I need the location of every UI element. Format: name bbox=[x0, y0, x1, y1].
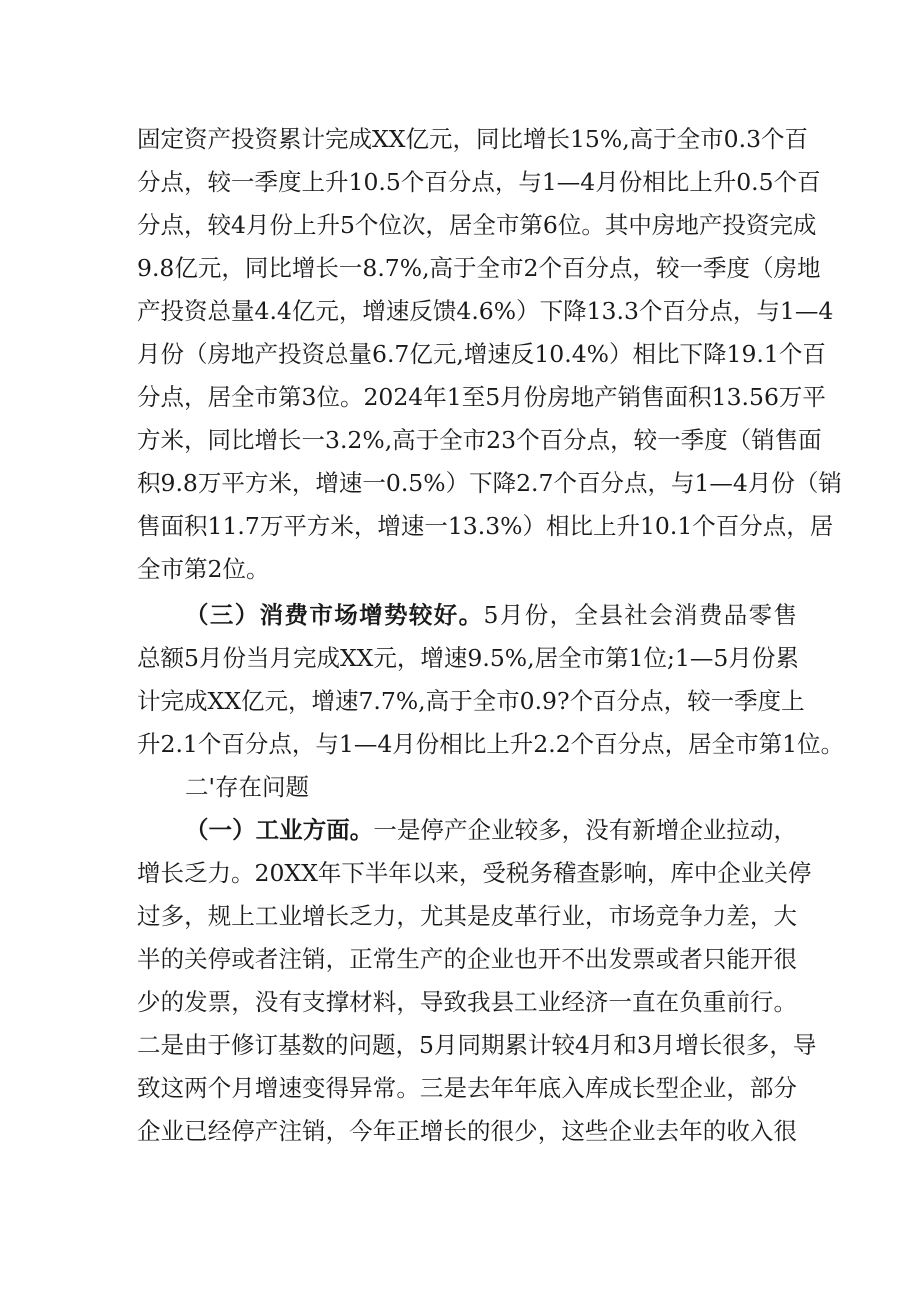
body-text-line: 升2.1个百分点，与1—4月份相比上升2.2个百分点，居全市第1位。 bbox=[137, 730, 845, 758]
body-text-line: 企业已经停产注销，今年正增长的很少，这些企业去年的收入很 bbox=[137, 1117, 797, 1145]
body-text-line: 分点，居全市第3位。2024年1至5月份房地产销售面积13.56万平 bbox=[137, 383, 826, 411]
paragraph-first-line bbox=[185, 810, 797, 850]
body-text-line: 方米，同比增长一3.2%,高于全市23个百分点，较一季度（销售面 bbox=[137, 426, 822, 454]
body-text-line: 二是由于修订基数的问题，5月同期累计较4月和3月增长很多，导 bbox=[137, 1031, 817, 1059]
body-text-line: 积9.8万平方米，增速一0.5%）下降2.7个百分点，与1—4月份（销 bbox=[137, 469, 842, 497]
paragraph-first-line bbox=[185, 595, 797, 635]
section-heading: 二'存在问题 bbox=[185, 773, 309, 801]
body-text-line: 产投资总量4.4亿元，增速反馈4.6%）下降13.3个百分点，与1—4 bbox=[137, 297, 834, 325]
body-text-line: 少的发票，没有支撑材料，导致我县工业经济一直在负重前行。 bbox=[137, 988, 797, 1016]
body-text-line: 过多，规上工业增长乏力，尤其是皮革行业，市场竞争力差，大 bbox=[137, 902, 797, 930]
body-text-line: 总额5月份当月完成XX元，增速9.5%,居全市第1位;1—5月份累 bbox=[137, 644, 799, 672]
body-text-line: 固定资产投资累计完成XX亿元，同比增长15%,高于全市0.3个百 bbox=[137, 125, 809, 153]
body-text: 一是停产企业较多，没有新增企业拉动， bbox=[373, 816, 798, 844]
body-text-line: 售面积11.7万平方米，增速一13.3%）相比上升10.1个百分点，居 bbox=[137, 512, 834, 540]
body-text-line: 致这两个月增速变得异常。三是去年年底入库成长型企业，部分 bbox=[137, 1074, 797, 1102]
subsection-heading: （一）工业方面。 bbox=[185, 816, 374, 844]
body-text-line: 增长乏力。20XX年下半年以来，受税务稽查影响，库中企业关停 bbox=[137, 859, 812, 887]
body-text-line: 计完成XX亿元，增速7.7%,高于全市0.9?个百分点，较一季度上 bbox=[137, 687, 805, 715]
subsection-heading: （三）消费市场增势较好。 bbox=[185, 601, 484, 629]
body-text-line: 月份（房地产投资总量6.7亿元,增速反10.4%）相比下降19.1个百 bbox=[137, 340, 826, 368]
body-text-line: 分点，较4月份上升5个位次，居全市第6位。其中房地产投资完成 bbox=[137, 211, 817, 239]
body-text-line: 半的关停或者注销，正常生产的企业也开不出发票或者只能开很 bbox=[137, 945, 797, 973]
body-text-line: 9.8亿元，同比增长一8.7%,高于全市2个百分点，较一季度（房地 bbox=[137, 254, 821, 282]
body-text-line: 全市第2位。 bbox=[137, 555, 270, 583]
body-text: 5月份，全县社会消费品零售 bbox=[483, 601, 798, 629]
body-text-line: 分点，较一季度上升10.5个百分点，与1—4月份相比上升0.5个百 bbox=[137, 168, 821, 196]
